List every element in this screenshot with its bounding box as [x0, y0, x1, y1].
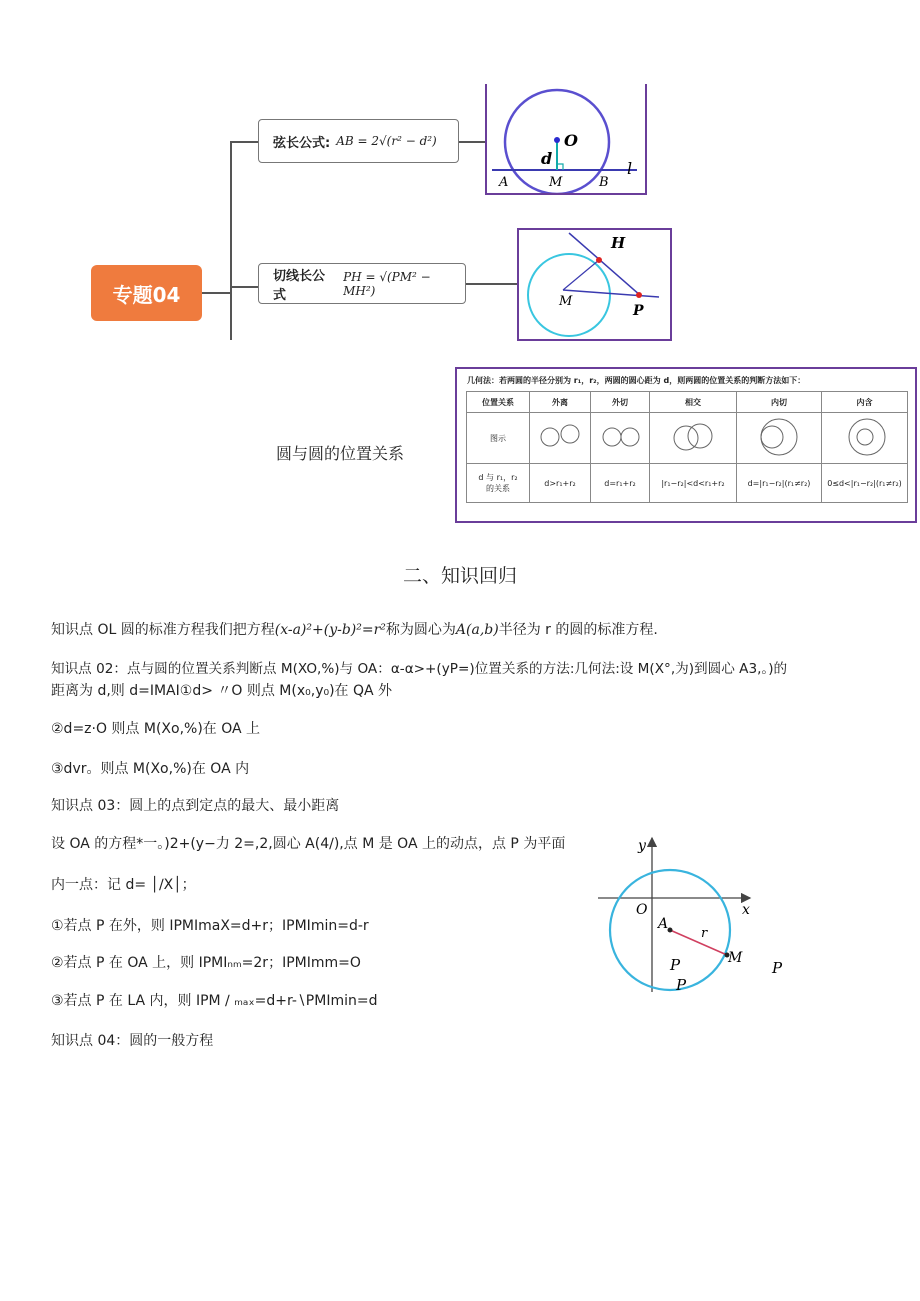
tangent-length-node	[258, 263, 466, 304]
connector-fig2	[466, 283, 517, 285]
relation-cell: |r₁−r₂|<d<r₁+r₂	[650, 464, 737, 503]
diagram-separate	[530, 413, 591, 464]
kp1-text-e: 半径为 r 的圆的标准方程.	[498, 622, 658, 638]
knowledge-point-2-case2: ②d=z·O 则点 M(Xo,%)在 OA 上	[51, 721, 261, 737]
header-cell: 内切	[737, 392, 822, 413]
chord-length-node	[258, 119, 459, 163]
label-y: y	[638, 838, 646, 854]
header-cell: 内含	[822, 392, 908, 413]
table-diagram-row	[467, 413, 908, 464]
label-M: M	[549, 175, 563, 190]
diagram-label-cell: 图示	[467, 413, 530, 464]
diagram-intersect	[650, 413, 737, 464]
topic-label: 专题04	[112, 282, 181, 307]
topic-node	[91, 265, 202, 321]
label-l: l	[627, 159, 633, 178]
chord-diagram	[487, 84, 645, 193]
section-title: 二、知识回归	[402, 565, 517, 587]
knowledge-point-1	[51, 620, 658, 640]
knowledge-point-3-case2: ②若点 P 在 OA 上，则 IPMIₙₘ=2r；IPMImm=O	[51, 955, 361, 971]
tangent-figure	[517, 228, 672, 341]
connector-branch2	[230, 286, 258, 288]
tangent-length-label: 切线长公式	[273, 268, 326, 303]
point-A	[668, 928, 673, 933]
relation-label-cell	[467, 464, 530, 503]
label-B: B	[599, 175, 609, 190]
chord-length-label: 弦长公式:	[273, 135, 331, 151]
knowledge-point-2-line1: 知识点 02：点与圆的位置关系判断点 M(XO,%)与 OA：α-α>+(yP=)位置关系的方法:几何法:设 M(X°,为)到圆心 A3,。)的	[51, 661, 788, 677]
table-relation-row	[467, 464, 908, 503]
point-P	[636, 292, 642, 298]
radius-MH	[563, 260, 599, 290]
kp1-equation: (x-a)²+(y-b)²=r²	[274, 622, 386, 638]
kp1-text-c: 称为圆心为	[385, 622, 456, 638]
label-A: A	[499, 175, 509, 190]
tangent-line	[569, 233, 641, 296]
diagram-contained	[822, 413, 908, 464]
relation-label-line1: d 与 r₁，r₂	[478, 473, 518, 482]
point-H	[596, 257, 602, 263]
chord-figure	[485, 84, 647, 195]
center-point	[554, 137, 560, 143]
knowledge-point-3-def: 内一点：记 d= │∕X│；	[51, 877, 196, 893]
label-P-on: P	[676, 976, 687, 994]
diagram-internal-tangent	[737, 413, 822, 464]
tangent-length-formula: PH = √(PM² − MH²)	[343, 269, 431, 298]
label-A-point: A	[658, 916, 669, 932]
kp1-text-a: 知识点 OL 圆的标准方程我们把方程	[51, 622, 275, 638]
label-H: H	[611, 234, 626, 252]
tangent-diagram	[519, 230, 670, 339]
table-header-row	[467, 392, 908, 413]
label-P: P	[633, 303, 644, 319]
chord-length-formula: AB = 2√(r² − d²)	[336, 134, 437, 148]
table-heading: 几何法：若两圆的半径分别为 r₁，r₂，两圆的圆心距为 d，则两圆的位置关系的判断方法如下：	[467, 376, 806, 385]
header-cell: 相交	[650, 392, 737, 413]
coordinate-figure	[590, 830, 800, 1000]
label-P-outside: P	[772, 959, 783, 977]
connector-topic	[202, 292, 231, 294]
knowledge-point-3-case1: ①若点 P 在外，则 IPMImaX=d+r；IPMImin=d-r	[51, 918, 369, 934]
circle-relation-table	[455, 367, 917, 523]
knowledge-point-2-case3: ③dvr。则点 M(Xo,%)在 OA 内	[51, 761, 250, 777]
relation-cell: d>r₁+r₂	[530, 464, 591, 503]
relation-label-line2: 的关系	[486, 484, 510, 493]
connector-branch1	[230, 141, 258, 143]
header-cell: 位置关系	[467, 392, 530, 413]
connector-trunk	[230, 141, 232, 340]
label-r: r	[701, 926, 708, 941]
label-P-inside: P	[670, 956, 681, 974]
knowledge-point-3: 知识点 03：圆上的点到定点的最大、最小距离	[51, 798, 340, 814]
label-M2: M	[559, 294, 573, 309]
header-cell: 外切	[591, 392, 650, 413]
knowledge-point-3-case3: ③若点 P 在 LA 内，则 IPM ∕ ₘₐₓ=d+r-∖PMImin=d	[51, 993, 378, 1009]
relation-cell: d=r₁+r₂	[591, 464, 650, 503]
kp1-center: A(a,b)	[455, 622, 499, 638]
label-x: x	[742, 902, 750, 918]
header-cell: 外离	[530, 392, 591, 413]
diagram-external-tangent	[591, 413, 650, 464]
radius-AM	[670, 930, 727, 955]
relation-cell: 0≤d<|r₁−r₂|(r₁≠r₂)	[822, 464, 908, 503]
label-origin: O	[636, 902, 648, 918]
relation-grid	[466, 391, 908, 503]
label-M-point: M	[728, 950, 743, 966]
connector-fig1	[459, 141, 485, 143]
line-MP	[563, 290, 659, 297]
relation-cell: d=|r₁−r₂|(r₁≠r₂)	[737, 464, 822, 503]
knowledge-point-3-setup: 设 OA 的方程*一。)2+(y−力 2=,2,圆心 A(4∕),点 M 是 OA 上的动点，点 P 为平面	[51, 836, 566, 852]
circle-relation-label: 圆与圆的位置关系	[276, 444, 405, 463]
knowledge-point-2-line2: 距离为 d,则 d=IMAI①d> 〃O 则点 M(x₀,y₀)在 QA 外	[51, 683, 393, 699]
label-d: d	[541, 149, 553, 168]
label-O: O	[564, 131, 578, 150]
knowledge-point-4: 知识点 04：圆的一般方程	[51, 1033, 214, 1049]
